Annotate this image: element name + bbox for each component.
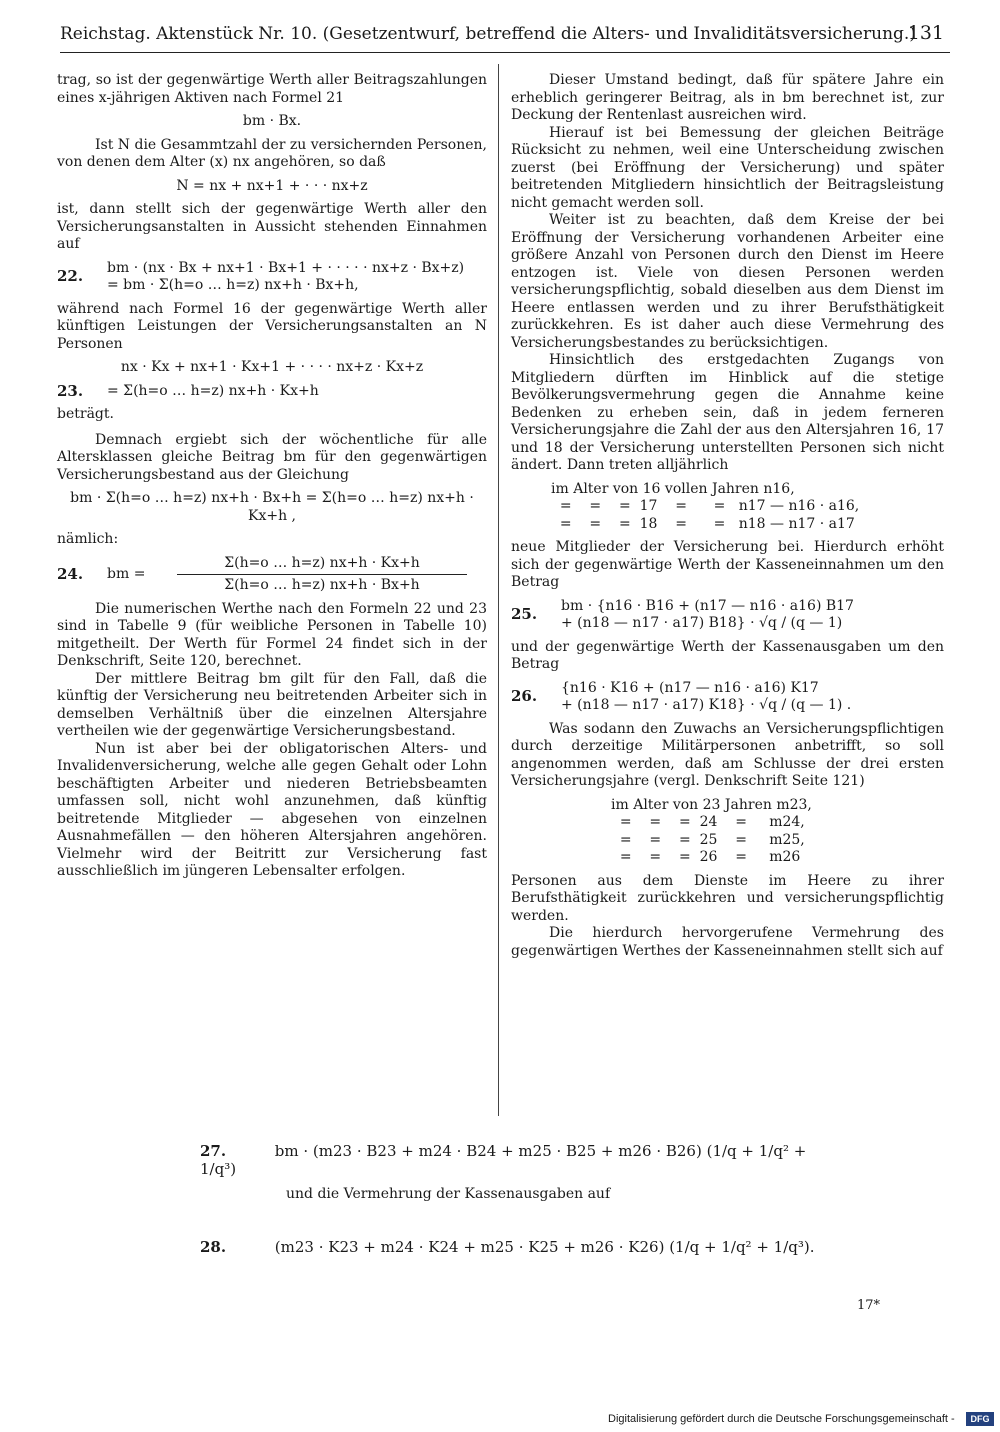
- formula-number: 22.: [57, 267, 84, 286]
- paragraph: nämlich:: [57, 531, 119, 547]
- age-row: = = = 26 = m26: [611, 849, 801, 865]
- page-header: [60, 20, 950, 53]
- paragraph: Personen aus dem Dienste im Heere zu ihrer Berufsthätigkeit zurückkehren und versicherungspflichtig werden.: [511, 872, 944, 924]
- paragraph: während nach Formel 16 der gegenwärtige Werth aller künftigen Leistungen der Versicherungsanstalten an N Personen: [57, 300, 487, 352]
- formula-26: [511, 680, 944, 715]
- formula-line: bm · (m23 · B23 + m24 · B24 + m25 · B25 + m26 · B26) (1/q + 1/q² + 1/q³): [200, 1142, 807, 1178]
- military-age-list: [611, 797, 944, 867]
- formula-line: = Σ(h=o … h=z) nx+h · Kx+h: [107, 382, 319, 399]
- formula-number: 24.: [57, 564, 84, 583]
- formula-23: [57, 383, 487, 401]
- formula-24: [57, 555, 487, 595]
- paragraph: und die Vermehrung der Kassenausgaben auf: [286, 1186, 611, 1202]
- formula-27: [200, 1142, 840, 1178]
- formula-line: + (n18 — n17 · a17) B18} · √q / (q — 1): [561, 615, 843, 631]
- age-row: im Alter von 23 Jahren m23,: [611, 796, 812, 813]
- paragraph: Weiter ist zu beachten, daß dem Kreise der bei Eröffnung der Versicherung vorhandenen Arbeiter eine größere Anzahl von Personen durch den Dienst im Heere entzogen ist. Viele von diesen Personen werden versicherungspflichtig, sobald dieselben aus dem Dienst im Heere entlassen werden und zu ihrer Berufsthätigkeit zurückkehren. Es ist daher auch diese Vermehrung des Versicherungsbestandes zu berücksichtigen.: [511, 212, 944, 351]
- age-list: [551, 481, 944, 534]
- age-row: = = = 24 = m24,: [611, 814, 805, 830]
- column-divider: [498, 64, 499, 1116]
- paragraph: Was sodann den Zuwachs an Versicherungspflichtigen durch derzeitige Militärpersonen anbetrifft, so soll angenommen werden, daß am Schlusse der drei ersten Versicherungsjahre (vergl. Denkschrift Seite 121): [511, 720, 944, 789]
- paragraph: Der mittlere Beitrag bm gilt für den Fall, daß die künftig der Versicherung neu beitretenden Arbeiter sich in demselben Verhältniß über die einzelnen Altersjahre vertheilen wie der gegenwärtige Versicherungsbestand.: [57, 670, 487, 739]
- page-number: 131: [907, 22, 944, 44]
- formula-N: N = nx + nx+1 + · · · nx+z: [176, 177, 368, 194]
- dfg-logo: DFG: [966, 1412, 994, 1426]
- formula-line: nx · Kx + nx+1 · Kx+1 + · · · · nx+z · Kx+z: [120, 359, 424, 375]
- age-row: im Alter von 16 vollen Jahren n16,: [551, 480, 795, 497]
- fraction-numerator: Σ(h=o … h=z) nx+h · Kx+h: [224, 554, 420, 571]
- paragraph: Ist N die Gesammtzahl der zu versichernden Personen, von denen dem Alter (x) nx angehören, so daß: [57, 136, 488, 170]
- paragraph: trag, so ist der gegenwärtige Werth aller Beitragszahlungen eines x-jährigen Aktiven nach Formel 21: [57, 72, 487, 106]
- formula-number: 28.: [200, 1238, 227, 1256]
- formula-line: + (n18 — n17 · a17) K18} · √q / (q — 1) .: [561, 697, 852, 713]
- formula-25: [511, 598, 944, 633]
- paragraph: Hinsichtlich des erstgedachten Zugangs von Mitgliedern dürften im Hinblick auf die stetige Bevölkerungsvermehrung gegen die Annahme keine Bedenken zu erheben sein, daß in jedem ferneren Versicherungsjahre die Zahl der aus den Altersjahren 16, 17 und 18 der Versicherung unterstellten Personen sich nicht ändert. Dann treten alljährlich: [511, 352, 944, 473]
- formula-number: 23.: [57, 381, 84, 400]
- formula-21: bm · Bx.: [242, 113, 302, 129]
- age-row: = = = 17 = = n17 — n16 · a16,: [551, 498, 860, 514]
- paragraph: Hierauf ist bei Bemessung der gleichen Beiträge Rücksicht zu nehmen, weil eine Unterscheidung zwischen zuerst (bei Eröffnung der Versicherung) und später beitretenden Mitgliedern hinsichtlich der Beitragsleistung nicht gemacht werden soll.: [511, 124, 944, 211]
- formula-lhs: bm =: [107, 565, 146, 582]
- paragraph: Dieser Umstand bedingt, daß für spätere Jahre ein erheblich geringerer Beitrag, als in bm berechnet ist, zur Deckung der Rentenlast ausreichen wird.: [511, 72, 944, 123]
- sheet-signature: 17*: [857, 1298, 881, 1313]
- formula-number: 25.: [511, 605, 538, 624]
- paragraph: ist, dann stellt sich der gegenwärtige Werth aller den Versicherungsanstalten in Aussicht stehenden Einnahmen auf: [57, 201, 487, 252]
- fraction-denominator: Σ(h=o … h=z) nx+h · Bx+h: [224, 577, 420, 593]
- formula-line: bm · (nx · Bx + nx+1 · Bx+1 + · · · · · nx+z · Bx+z): [107, 259, 465, 276]
- formula-28: [200, 1238, 840, 1256]
- paragraph: Demnach ergiebt sich der wöchentliche für alle Altersklassen gleiche Beitrag bm für den gegenwärtigen Versicherungsbestand aus der Gleichung: [57, 431, 487, 483]
- left-column: [57, 72, 487, 881]
- digitization-credit: Digitalisierung gefördert durch die Deutsche Forschungsgemeinschaft -: [608, 1413, 955, 1425]
- formula-22: [57, 260, 487, 295]
- paragraph: und der gegenwärtige Werth der Kassenausgaben um den Betrag: [511, 638, 944, 672]
- formula-line: {n16 · K16 + (n17 — n16 · a16) K17: [561, 679, 819, 696]
- age-row: = = = 25 = m25,: [611, 831, 805, 848]
- paragraph: Nun ist aber bei der obligatorischen Alters- und Invalidenversicherung, welche alle gegen Gehalt oder Lohn beschäftigten Arbeiter und niederen Betriebsbeamten umfassen soll, nicht wohl anzunehmen, daß künftig beitretende Mitglieder — abgesehen von einzelnen Ausnahmefällen — den höheren Altersjahren angehören. Vielmehr wird der Beitritt zur Versicherung fast ausschließlich im jüngeren Lebensalter erfolgen.: [57, 740, 487, 879]
- paragraph: neue Mitglieder der Versicherung bei. Hierdurch erhöht sich der gegenwärtige Werth der Kasseneinnahmen um den Betrag: [511, 539, 944, 590]
- formula-number: 26.: [511, 687, 538, 706]
- formula-number: 27.: [200, 1142, 227, 1160]
- formula-line: = bm · Σ(h=o … h=z) nx+h · Bx+h,: [107, 277, 359, 293]
- paragraph: Die numerischen Werthe nach den Formeln 22 und 23 sind in Tabelle 9 (für weibliche Personen in Tabelle 10) mitgetheilt. Der Werth für Formel 24 findet sich in der Denkschrift, Seite 120, berechnet.: [57, 600, 487, 669]
- paragraph: beträgt.: [57, 406, 114, 422]
- age-row: = = = 18 = = n18 — n17 · a17: [551, 515, 855, 532]
- formula-line: bm · {n16 · B16 + (n17 — n16 · a16) B17: [561, 597, 854, 614]
- paragraph: Die hierdurch hervorgerufene Vermehrung des gegenwärtigen Werthes der Kasseneinnahmen stellt sich auf: [511, 925, 944, 959]
- formula-line: (m23 · K23 + m24 · K24 + m25 · K25 + m26 · K26) (1/q + 1/q² + 1/q³).: [274, 1238, 815, 1256]
- header-title: Reichstag. Aktenstück Nr. 10. (Gesetzentwurf, betreffend die Alters- und Invaliditätsversicherung.): [60, 24, 916, 44]
- right-column: [511, 72, 944, 960]
- formula-equation: bm · Σ(h=o … h=z) nx+h · Bx+h = Σ(h=o … h=z) nx+h · Kx+h ,: [70, 490, 474, 524]
